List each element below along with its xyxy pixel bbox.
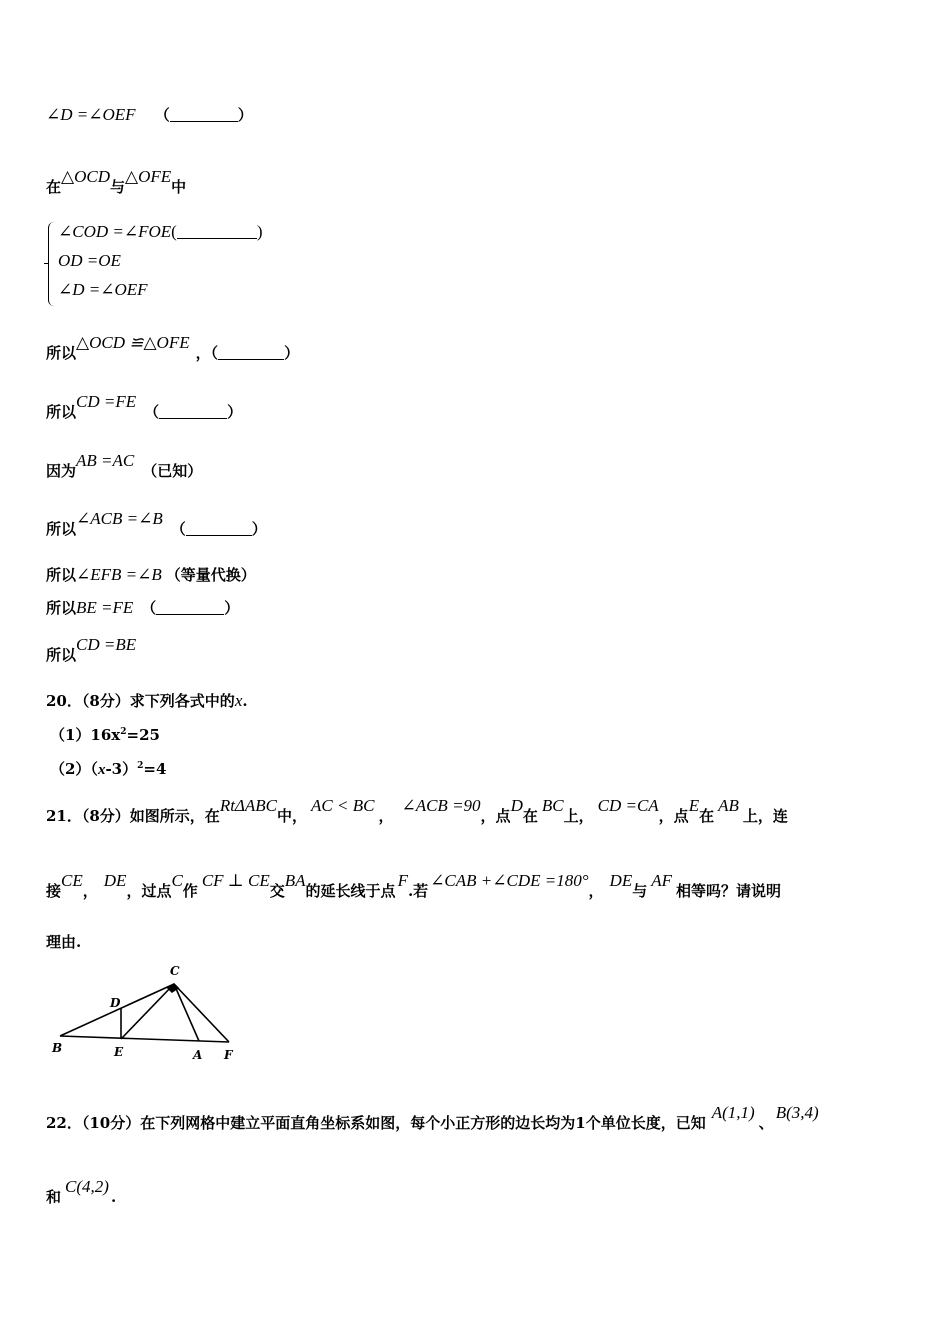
q21-text: ，点 <box>658 807 689 825</box>
math-angle-d-eq-oef: ∠D =∠OEF <box>46 105 136 124</box>
math-ce: CE <box>61 871 83 890</box>
math-angle-cod-eq-foe: ∠COD =∠FOE <box>58 222 172 241</box>
answer-blank[interactable] <box>159 404 227 419</box>
q21-text: 中， <box>277 807 308 825</box>
q21-text: 与 <box>632 882 648 900</box>
proof-line-angle-efb <box>46 564 256 585</box>
q21-text: 21．（8分）如图所示，在 <box>46 807 220 825</box>
q22-text: 和 <box>46 1188 62 1206</box>
math-cd-eq-ca: CD =CA <box>597 796 659 815</box>
paren-close: ） <box>224 599 240 617</box>
q20-p1-end: =25 <box>126 726 160 744</box>
segment-bf <box>60 1036 229 1042</box>
paren-close: ） <box>284 344 300 362</box>
paren-close: ） <box>227 403 243 421</box>
answer-blank[interactable] <box>218 345 284 360</box>
paren-open: （ <box>144 403 160 421</box>
math-c: C <box>171 871 183 890</box>
label-c: C <box>170 964 180 978</box>
question-20-part-1 <box>50 724 160 745</box>
condition-row-3: ∠D =∠OEF <box>58 280 148 299</box>
math-cd-eq-fe: CD =FE <box>76 392 137 411</box>
math-e: E <box>688 796 700 815</box>
math-angle-acb-eq-b: ∠ACB =∠B <box>76 509 163 528</box>
q20-end: . <box>242 692 248 710</box>
math-ocd-congruent-ofe: △OCD ≌△OFE <box>76 333 190 352</box>
math-ab-eq-ac: AB =AC <box>76 451 135 470</box>
q21-text: ，点 <box>480 807 511 825</box>
math-point-b: B(3,4) <box>775 1103 819 1122</box>
triangle-figure <box>46 960 246 1064</box>
proof-line-congruent <box>46 333 300 363</box>
math-bc: BC <box>541 796 564 815</box>
label-a: A <box>193 1048 203 1062</box>
q20-text: 20．（8分）求下列各式中的 <box>46 692 235 710</box>
congruence-conditions-system <box>48 222 308 308</box>
q20-p1-sup: 2 <box>120 727 127 737</box>
q21-text: ，过点 <box>126 882 172 900</box>
q21-text: 上，连 <box>742 807 788 825</box>
question-21-line-2 <box>46 871 782 901</box>
proof-line-ab-eq-ac <box>46 451 203 481</box>
q20-p1: （1）16x <box>50 726 121 744</box>
paren-open: ( <box>171 222 177 241</box>
left-brace <box>48 222 57 306</box>
segment-ca <box>174 984 199 1041</box>
text-yu: 与 <box>109 178 125 196</box>
q21-text: 相等吗？请说明 <box>676 882 782 900</box>
math-angle-sum-180: ∠CAB +∠CDE =180° <box>430 871 589 890</box>
math-rt-triangle-abc: RtΔABC <box>219 796 278 815</box>
q20-p2-x: x <box>97 762 106 778</box>
text-zai: 在 <box>46 178 62 196</box>
paren-close: ） <box>237 106 253 124</box>
text-suoyi: 所以 <box>46 403 77 421</box>
proof-line-angle-d <box>46 104 253 125</box>
q20-p2-sup: 2 <box>137 761 144 771</box>
math-de: DE <box>103 871 127 890</box>
label-e: E <box>114 1045 124 1059</box>
math-ac-lt-bc: AC < BC <box>311 796 375 815</box>
label-d: D <box>110 996 121 1010</box>
segment-bc <box>60 984 174 1036</box>
text-yinwei: 因为 <box>46 462 77 480</box>
proof-line-be-eq-fe <box>46 597 239 618</box>
math-d: D <box>510 796 523 815</box>
condition-row-1 <box>58 222 263 242</box>
paren-open: （ <box>154 106 170 124</box>
q22-text: 、 <box>758 1114 774 1132</box>
paren-close: ) <box>256 222 263 241</box>
text-suoyi: 所以 <box>46 566 77 584</box>
q20-p2: （2）（ <box>50 760 98 778</box>
q21-text: .若 <box>407 882 429 900</box>
math-f: F <box>397 871 408 890</box>
label-f: F <box>224 1048 233 1062</box>
q21-text: 接 <box>46 882 62 900</box>
math-cd-eq-be: CD =BE <box>76 635 137 654</box>
math-ba: BA <box>284 871 306 890</box>
proof-line-angle-acb <box>46 509 267 539</box>
text-suoyi: 所以 <box>46 344 77 362</box>
math-cf-perp-ce: CF ⊥ CE <box>201 871 270 890</box>
segment-cf <box>174 984 229 1042</box>
proof-line-in-triangles <box>46 167 187 197</box>
q22-text: . <box>110 1188 117 1206</box>
proof-line-cd-eq-fe <box>46 392 243 422</box>
segment-ec <box>121 984 174 1039</box>
note-given: （已知） <box>142 462 203 480</box>
q21-text: 在 <box>699 807 715 825</box>
math-triangle-ofe: △OFE <box>125 167 172 186</box>
q21-text: ， <box>82 882 98 900</box>
q21-text: 的延长线于点 <box>305 882 396 900</box>
text-zhong: 中 <box>171 178 187 196</box>
answer-blank[interactable] <box>186 521 252 536</box>
condition-row-2: OD =OE <box>58 251 121 270</box>
q20-var: x <box>234 691 243 710</box>
note-substitution: （等量代换） <box>165 566 256 584</box>
left-brace-tip <box>44 263 48 264</box>
q20-p2-end: =4 <box>143 760 167 778</box>
answer-blank[interactable] <box>177 224 257 239</box>
question-21-line-1 <box>46 796 788 826</box>
text-suoyi: 所以 <box>46 646 77 664</box>
answer-blank[interactable] <box>156 600 224 615</box>
math-de: DE <box>609 871 633 890</box>
math-point-c: C(4,2) <box>65 1177 109 1196</box>
text-suoyi: 所以 <box>46 599 77 617</box>
answer-blank[interactable] <box>170 107 238 122</box>
proof-line-cd-eq-be <box>46 635 137 665</box>
q21-text: 作 <box>182 882 198 900</box>
q22-text: 22．（10分）在下列网格中建立平面直角坐标系如图，每个小正方形的边长均为1个单位长度，已知 <box>46 1114 706 1132</box>
paren-open: ，（ <box>195 344 219 362</box>
q20-p2-b: -3） <box>105 760 138 778</box>
question-22-line-2 <box>46 1177 117 1207</box>
question-20-part-2 <box>50 758 166 779</box>
label-b: B <box>52 1041 63 1055</box>
q21-text: 上， <box>563 807 594 825</box>
q21-text: ， <box>378 807 394 825</box>
paren-open: （ <box>170 520 186 538</box>
paren-open: （ <box>141 599 157 617</box>
paren-close: ） <box>251 520 267 538</box>
math-triangle-ocd: △OCD <box>61 167 110 186</box>
math-angle-acb-90: ∠ACB =90 <box>401 796 481 815</box>
math-angle-efb-eq-b: ∠EFB =∠B <box>76 565 162 584</box>
math-ab: AB <box>718 796 739 815</box>
text-suoyi: 所以 <box>46 520 77 538</box>
math-af: AF <box>651 871 673 890</box>
question-22-line-1 <box>46 1103 819 1133</box>
math-be-eq-fe: BE =FE <box>76 598 134 617</box>
question-21-line-3: 理由. <box>46 933 82 951</box>
q21-text: 在 <box>522 807 538 825</box>
math-point-a: A(1,1) <box>711 1103 755 1122</box>
q21-text: ， <box>588 882 604 900</box>
q21-text: 交 <box>269 882 285 900</box>
question-20-heading <box>46 690 248 711</box>
